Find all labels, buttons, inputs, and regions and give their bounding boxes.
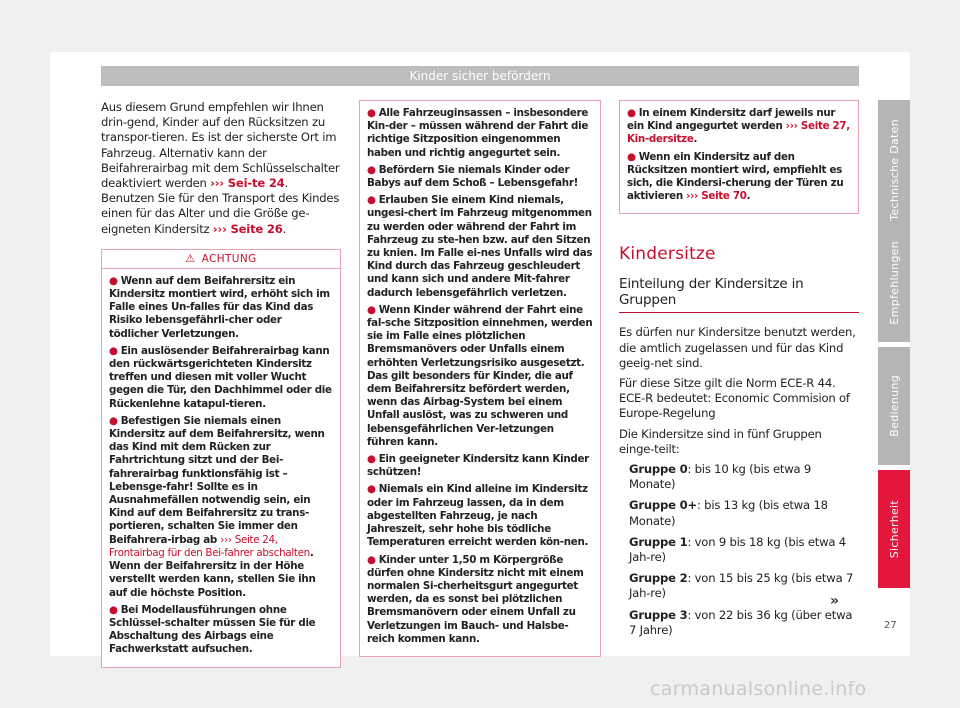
warning-box-end bbox=[619, 100, 859, 214]
tab-sicherheit[interactable] bbox=[878, 470, 910, 588]
group-desc: : von 9 bis 18 kg (bis etwa 4 Jah-re) bbox=[629, 534, 846, 565]
warning-item-text: Wenn Kinder während der Fahrt eine fal-sche Sitzposition einnehmen, werden sie im Falle eines plötzlichen Bremsmanövers oder Unfalls einem erhöhten Verletzungsrisiko ausgesetzt. Das gilt besonders für Kinder, die auf dem Beifahrersitz befördert werden, wenn das Airbag-System bei einem Unfall auslöst, was zu schweren und lebensgefährlichen Ver-letzungen führen kann. bbox=[367, 303, 593, 448]
warning-list bbox=[360, 101, 600, 656]
list-item bbox=[367, 554, 593, 646]
warning-item-text: . bbox=[746, 190, 751, 203]
group-name: Gruppe 2 bbox=[629, 571, 688, 586]
group-desc: : bis 10 kg (bis etwa 9 Monate) bbox=[629, 462, 812, 492]
list-item bbox=[109, 604, 333, 657]
column-middle bbox=[359, 100, 601, 657]
warning-triangle-icon: ⚠ bbox=[185, 251, 196, 265]
list-item bbox=[367, 304, 593, 449]
warning-box bbox=[101, 249, 341, 668]
list-item bbox=[109, 415, 333, 600]
section-subtitle: Einteilung der Kindersitze in Gruppen bbox=[619, 276, 859, 313]
bullet-icon: ● bbox=[367, 453, 376, 466]
intro-paragraph bbox=[101, 100, 341, 237]
warning-list bbox=[620, 101, 858, 213]
tab-label: Bedienung bbox=[887, 375, 901, 437]
warning-box-continued bbox=[359, 100, 601, 657]
warning-item-text: In einem Kindersitz darf jeweils nur ein Kind angegurtet werden bbox=[627, 107, 836, 133]
intro-text-c: . bbox=[282, 221, 287, 236]
page-number: 27 bbox=[884, 620, 897, 631]
list-item bbox=[109, 345, 333, 411]
warning-item-text: Wenn ein Kindersitz auf den Rücksitzen montiert wird, empfiehlt es sich, die Kindersi-cherung der Türen zu aktivieren bbox=[627, 150, 844, 203]
bullet-icon: ● bbox=[367, 483, 376, 496]
group-desc: : bis 13 kg (bis etwa 18 Monate) bbox=[629, 498, 828, 528]
link-seite-26[interactable]: ››› Seite 26 bbox=[212, 221, 283, 236]
tab-bedienung[interactable] bbox=[878, 347, 910, 465]
bullet-icon: ● bbox=[627, 150, 636, 163]
warning-item-text: Wenn auf dem Beifahrersitz ein Kindersitz montiert wird, erhöht sich im Falle eines Un-falles für das Kind das Risiko lebensgefährli-cher oder tödlicher Verletzungen. bbox=[109, 274, 330, 340]
link-frontairbag[interactable]: ››› Seite 24, Frontairbag für den Bei-fahrer abschalten bbox=[109, 533, 310, 559]
list-item bbox=[367, 483, 593, 549]
intro-text-a: Aus diesem Grund empfehlen wir Ihnen drin-gend, Kinder auf den Rücksitzen zu transpor-tieren. Es ist der sicherste Ort im Fahrzeug. Alternativ kann der Beifahrerairbag mit dem Schlüsselschalter deaktiviert werden bbox=[101, 100, 340, 191]
bullet-icon: ● bbox=[109, 274, 118, 287]
group-desc: : von 15 bis 25 kg (bis etwa 7 Jah-re) bbox=[629, 571, 854, 601]
section-body bbox=[619, 325, 859, 638]
link-seite-70[interactable]: ››› Seite 70 bbox=[686, 190, 747, 203]
bullet-icon: ● bbox=[627, 107, 636, 119]
list-item bbox=[367, 453, 593, 479]
bullet-icon: ● bbox=[367, 194, 376, 207]
warning-item-text: . bbox=[693, 133, 698, 146]
tab-label: Empfehlungen bbox=[887, 241, 901, 325]
section-title: Kindersitze bbox=[619, 244, 716, 265]
group-name: Gruppe 0+ bbox=[629, 498, 697, 513]
warning-item-text: Ein geeigneter Kindersitz kann Kinder schützen! bbox=[367, 453, 589, 479]
list-item bbox=[629, 535, 859, 565]
bullet-icon: ● bbox=[109, 344, 118, 357]
warning-heading bbox=[102, 250, 340, 269]
tab-empfehlungen[interactable] bbox=[878, 224, 910, 342]
warning-item-text: Befördern Sie niemals Kinder oder Babys auf dem Schoß – Lebensgefahr! bbox=[367, 163, 578, 190]
list-item bbox=[629, 498, 859, 528]
list-item bbox=[629, 608, 859, 638]
bullet-icon: ● bbox=[367, 163, 376, 176]
group-desc: : von 22 bis 36 kg (über etwa 7 Jahre) bbox=[629, 607, 853, 637]
list-item bbox=[627, 151, 851, 204]
warning-list bbox=[102, 269, 340, 667]
bullet-icon: ● bbox=[109, 603, 118, 616]
warning-item-text: Befestigen Sie niemals einen Kindersitz auf dem Beifahrersitz, wenn das Kind mit dem Rücken zur Fahrtrichtung sitzt und der Bei-fahrerairbag funktionsfähig ist – Lebensge-fahr! Sollte es in Ausnahmefällen notwendig sein, ein Kind auf dem Beifahrersitz zu trans-portieren, schalten Sie immer den Beifahrera-irbag ab bbox=[109, 414, 325, 546]
warning-item-text: Niemals ein Kind alleine im Kindersitz oder im Fahrzeug lassen, da in dem abgestellten Fahrzeug, je nach Jahreszeit, sehr hohe bis tödliche Temperaturen erreicht werden kön-nen. bbox=[367, 483, 589, 549]
group-list bbox=[629, 462, 859, 638]
bullet-icon: ● bbox=[367, 553, 376, 566]
list-item bbox=[109, 275, 333, 341]
continue-arrow-icon: » bbox=[830, 593, 840, 609]
link-kindersitze[interactable]: ››› Seite 27, Kin-dersitze bbox=[627, 120, 850, 146]
bullet-icon: ● bbox=[367, 303, 376, 316]
warning-item-text: . Wenn der Beifahrersitz in der Höhe verstellt werden kann, stellen Sie ihn auf die höchste Position. bbox=[109, 546, 316, 599]
warning-item-text: Kinder unter 1,50 m Körpergröße dürfen ohne Kindersitz nicht mit einem normalen Si-cherheitsgurt angegurtet werden, da es sonst bei plötzlichen Bremsmanövern oder einem Unfall zu Verletzungen im Bauch- und Halsbe-reich kommen kann. bbox=[367, 553, 584, 645]
list-item bbox=[629, 462, 859, 492]
group-name: Gruppe 3 bbox=[629, 607, 688, 622]
warning-item-text: Alle Fahrzeuginsassen – insbesondere Kin-der – müssen während der Fahrt die richtige Sitzposition eingenommen haben und richtig angegurtet sein. bbox=[367, 107, 589, 159]
group-name: Gruppe 1 bbox=[629, 534, 688, 549]
warning-heading-text: ACHTUNG bbox=[201, 252, 257, 265]
tab-label: Technische Daten bbox=[887, 119, 901, 221]
intro-text-b: . Benutzen Sie für den Transport des Kindes einen für das Alter und die Größe ge-eigneten Kindersitz bbox=[101, 176, 340, 236]
paragraph: Für diese Sitze gilt die Norm ECE-R 44. ECE-R bedeutet: Economic Commision of Europe-Regelung bbox=[619, 376, 850, 421]
watermark: carmanualsonline.info bbox=[650, 678, 867, 700]
list-item bbox=[629, 571, 859, 601]
warning-item-text: Bei Modellausführungen ohne Schlüssel-schalter müssen Sie für die Abschaltung des Airbags eine Fachwerkstatt aufsuchen. bbox=[109, 603, 316, 656]
list-item bbox=[367, 164, 593, 190]
tab-label: Sicherheit bbox=[887, 499, 901, 559]
tab-technische-daten[interactable] bbox=[878, 100, 910, 240]
paragraph: Es dürfen nur Kindersitze benutzt werden, die amtlich zugelassen und für das Kind geeig-net sind. bbox=[619, 325, 856, 370]
page-header: Kinder sicher befördern bbox=[101, 66, 859, 86]
paragraph: Die Kindersitze sind in fünf Gruppen einge-teilt: bbox=[619, 426, 822, 456]
link-seite-24[interactable]: ››› Sei-te 24 bbox=[210, 176, 285, 191]
list-item bbox=[367, 107, 593, 160]
warning-item-text: Erlauben Sie einem Kind niemals, ungesi-chert im Fahrzeug mitgenommen zu werden oder während der Fahrt im Fahrzeug zu ste-hen bzw. auf den Sitzen zu knien. Im Falle ei-nes Unfalls wird das Kind durch das Fahrzeug geschleudert und kann sich und andere Mit-fahrer dadurch lebensgefährlich verletzen. bbox=[367, 194, 593, 299]
bullet-icon: ● bbox=[367, 107, 376, 119]
group-name: Gruppe 0 bbox=[629, 462, 688, 477]
column-left bbox=[101, 100, 341, 668]
column-right bbox=[619, 100, 859, 644]
warning-item-text: Ein auslösender Beifahrerairbag kann den rückwärtsgerichteten Kindersitz treffen und diesen mit voller Wucht gegen die Tür, den Dachhimmel oder die Rückenlehne katapul-tieren. bbox=[109, 344, 332, 410]
list-item bbox=[627, 107, 851, 147]
bullet-icon: ● bbox=[109, 414, 118, 427]
list-item bbox=[367, 194, 593, 300]
